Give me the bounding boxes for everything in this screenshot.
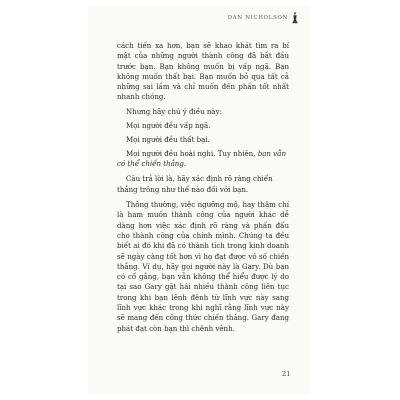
- page-number: 21: [282, 370, 291, 378]
- running-header: [228, 12, 298, 24]
- paragraph-5-text: Mọi người đều hoài nghi. Tuy nhiên,: [126, 148, 258, 158]
- paragraph-5: [117, 149, 289, 170]
- paragraph-5-end: .: [183, 159, 187, 169]
- chess-king-icon: [292, 12, 298, 24]
- paragraph-3: Mọi người đều vấp ngã.: [126, 120, 211, 130]
- paragraph-4: Mọi người đều thất bại.: [126, 134, 210, 144]
- paragraph-1: cách tiến xa hơn, bạn sẽ khao khát tìm ra bí mật của những người thành công đã bắt đầu trước bạn. Bạn không muốn bị vấp ngã. Bạn không muốn thất bại. Bạn muốn bỏ qua tất cả những sai lầm và chỉ muốn đến phần tốt nhất nhanh chóng.: [117, 41, 289, 102]
- paragraph-2: Nhưng hãy chú ý điều này:: [126, 106, 222, 116]
- paragraph-6: Câu trả lời là, hãy xác định rõ ràng chiến thắng trông như thế nào đối với bạn.: [117, 174, 273, 194]
- paragraph-5-emphasis: bạn vẫn có thể chiến thắng: [117, 148, 287, 169]
- paragraph-7: Thông thường, việc ngưỡng mộ, hay thậm chí là ham muốn thành công của người khác dễ dàng hơn việc xác định rõ ràng và phấn đấu cho thành công của chính mình. Chúng ta đều biết ai đó khi đã có thành tích trong kinh doanh sẽ ngày càng tốt hơn vì họ đạt được vô số chiến thắng. Ví dụ, hãy gọi người này là Gary. Dù bạn có cố gắng, bạn vẫn không thể hiểu được lý do tại sao Gary gặt hái nhiều thành công liên tục trong khi bạn lênh đênh từ lĩnh vực này sang lĩnh vực khác trong khi nghĩ rằng lĩnh vực này sẽ mang đến công thức chiến thắng. Gary đang phát đạt còn bạn thì chênh vênh.: [117, 200, 289, 333]
- header-author: DAN NICHOLSON: [227, 15, 288, 21]
- body-text: [117, 41, 289, 334]
